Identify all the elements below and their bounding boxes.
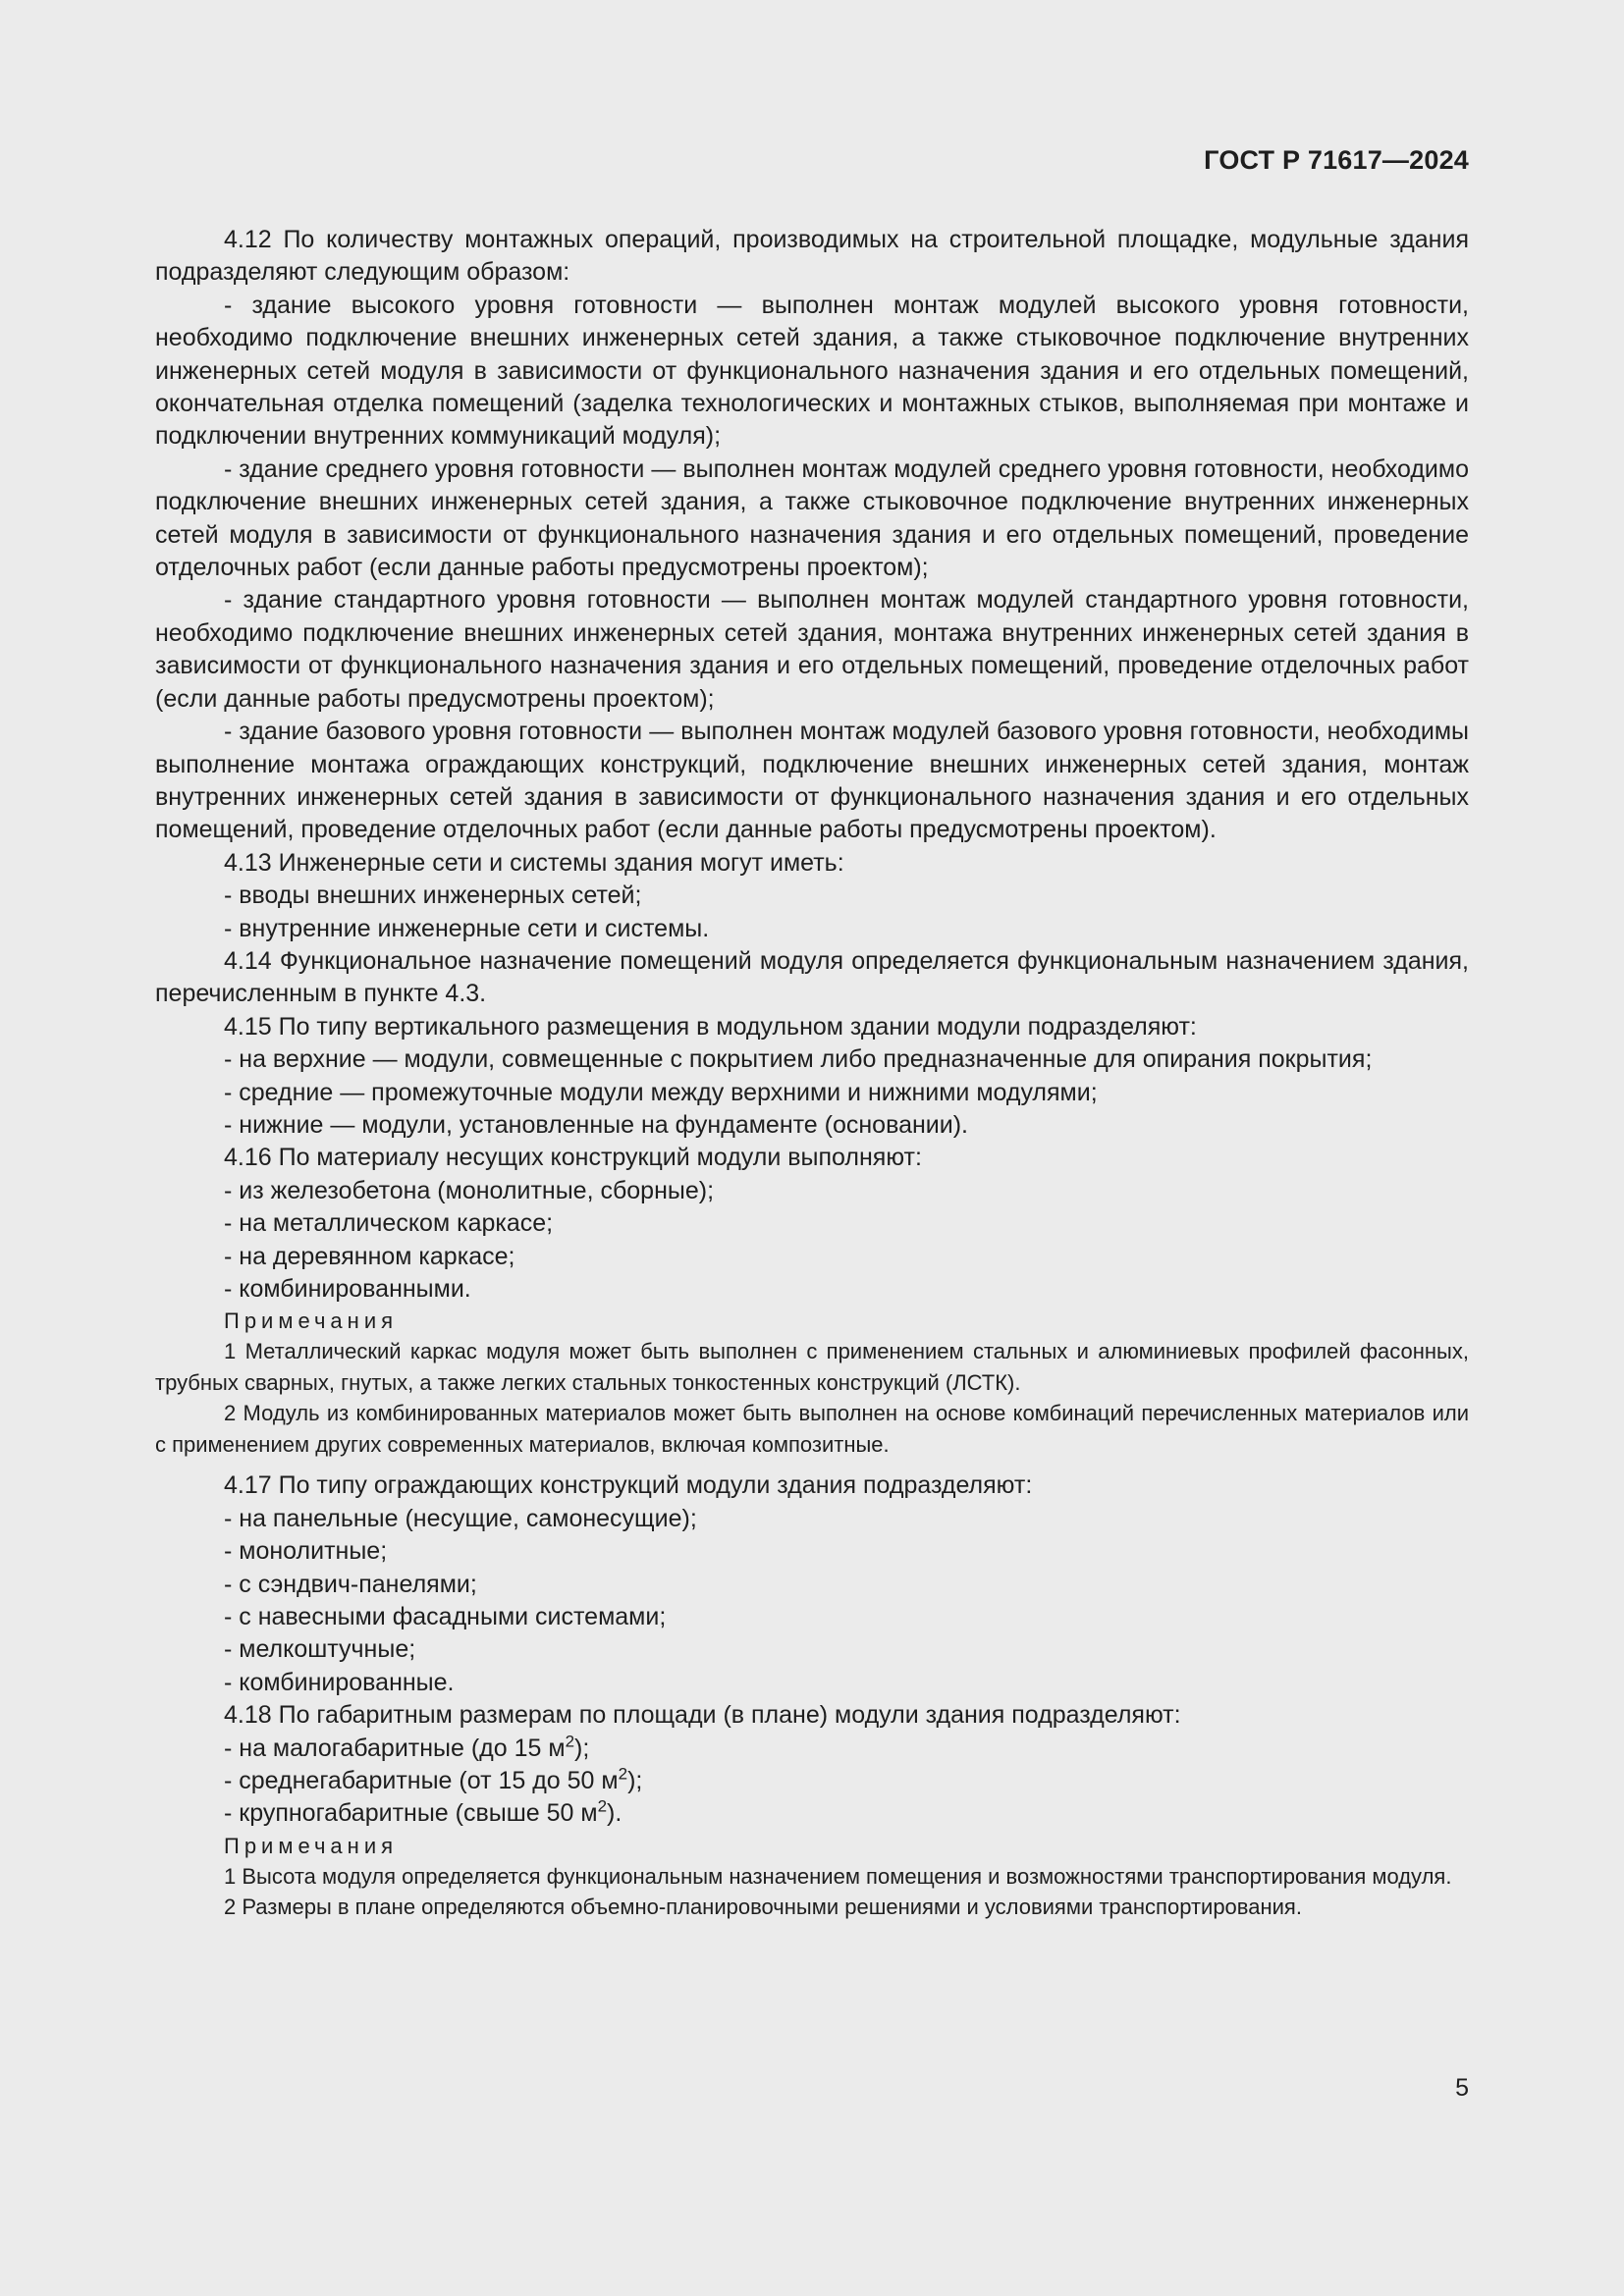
page-number: 5 — [1455, 2074, 1469, 2102]
paragraph: 4.12 По количеству монтажных операций, производимых на строительной площадке, модульные здания подразделяют следующим образом: — [155, 226, 1469, 287]
paragraph: 4.17 По типу ограждающих конструкций модули здания подразделяют: — [224, 1471, 1033, 1500]
note-item: 2 Модуль из комбинированных материалов может быть выполнен на основе комбинаций перечисленных материалов или с применением других современных материалов, включая композитные. — [155, 1401, 1469, 1457]
paragraph: - здание высокого уровня готовности — выполнен монтаж модулей высокого уровня готовности, необходимо подключение внешних инженерных сетей здания, а также стыковочное подключение внутренних инженерных сетей модуля в зависимости от функционального назначения здания и его отдельных помещений, окончательная отделка помещений (заделка технологических и монтажных стыков, выполняемая при монтаже и подключении внутренних коммуникаций модуля); — [155, 291, 1469, 451]
paragraph: - на верхние — модули, совмещенные с покрытием либо предназначенные для опирания покрытия; — [224, 1045, 1373, 1074]
list-item: - на деревянном каркасе; — [224, 1242, 515, 1270]
note-item: 1 Металлический каркас модуля может быть выполнен с применением стальных и алюминиевых профилей фасонных, трубных сварных, гнутых, а также легких стальных тонкостенных конструкций (ЛСТК). — [155, 1339, 1469, 1395]
document-body — [155, 224, 1469, 1923]
list-item: - нижние — модули, установленные на фундаменте (основании). — [224, 1110, 968, 1139]
paragraph: 4.14 Функциональное назначение помещений модуля определяется функциональным назначением здания, перечисленным в пункте 4.3. — [155, 946, 1469, 1008]
list-item: - средние — промежуточные модули между верхними и нижними модулями; — [224, 1078, 1098, 1106]
list-item: - вводы внешних инженерных сетей; — [224, 881, 642, 910]
section-4-17-4-18 — [155, 1469, 1469, 1732]
section-4-12-4-16 — [155, 224, 1469, 1306]
list-item: - монолитные; — [224, 1537, 388, 1566]
paragraph: 4.13 Инженерные сети и системы здания могут иметь: — [224, 848, 844, 877]
note-item: 2 Размеры в плане определяются объемно-планировочными решениями и условиями транспортирования. — [224, 1895, 1302, 1920]
list-item: - из железобетона (монолитные, сборные); — [224, 1176, 715, 1204]
list-item: - на малогабаритные (до 15 $м^2$); — [224, 1732, 590, 1762]
paragraph: 4.18 По габаритным размерам по площади (в плане) модули здания подразделяют: — [224, 1701, 1181, 1730]
list-item: - на металлическом каркасе; — [224, 1209, 554, 1238]
notes-block-2 — [155, 1831, 1469, 1923]
list-item: - внутренние инженерные сети и системы. — [224, 914, 710, 942]
list-item: - комбинированными. — [224, 1275, 471, 1303]
list-item: - с сэндвич-панелями; — [224, 1570, 477, 1598]
note-item: 1 Высота модуля определяется функциональным назначением помещения и возможностями транспортирования модуля. — [224, 1863, 1452, 1889]
size-list — [155, 1733, 1469, 1831]
document-header: ГОСТ Р 71617—2024 — [1204, 145, 1469, 175]
notes-block-1 — [155, 1306, 1469, 1460]
paragraph: - здание базового уровня готовности — выполнен монтаж модулей базового уровня готовности, необходимы выполнение монтажа ограждающих конструкций, подключение внешних инженерных сетей здания, монтаж внутренних инженерных сетей здания в зависимости от функционального назначения здания и его отдельных помещений, проведение отделочных работ (если данные работы предусмотрены проектом). — [155, 718, 1469, 844]
notes-title: Примечания — [224, 1308, 399, 1334]
list-item: - на панельные (несущие, самонесущие); — [224, 1504, 697, 1532]
paragraph: - здание среднего уровня готовности — выполнен монтаж модулей среднего уровня готовности, необходимо подключение внешних инженерных сетей здания, а также стыковочное подключение внутренних инженерных сетей модуля в зависимости от функционального назначения здания и его отдельных помещений, проведение отделочных работ (если данные работы предусмотрены проектом); — [155, 454, 1469, 582]
list-item: - среднегабаритные (от 15 до 50 $м^2$); — [224, 1764, 643, 1795]
list-item: - комбинированные. — [224, 1668, 455, 1696]
list-item: - крупногабаритные (свыше 50 $м^2$). — [224, 1797, 623, 1828]
paragraph: - здание стандартного уровня готовности — выполнен монтаж модулей стандартного уровня готовности, необходимо подключение внешних инженерных сетей здания, монтажа внутренних инженерных сетей здания в зависимости от функционального назначения здания и его отдельных помещений, проведение отделочных работ (если данные работы предусмотрены проектом); — [155, 586, 1469, 713]
list-item: - с навесными фасадными системами; — [224, 1603, 667, 1631]
paragraph: 4.15 По типу вертикального размещения в модульном здании модули подразделяют: — [224, 1012, 1197, 1041]
list-item: - мелкоштучные; — [224, 1635, 416, 1664]
notes-title: Примечания — [224, 1833, 399, 1858]
paragraph: 4.16 По материалу несущих конструкций модули выполняют: — [224, 1144, 922, 1172]
